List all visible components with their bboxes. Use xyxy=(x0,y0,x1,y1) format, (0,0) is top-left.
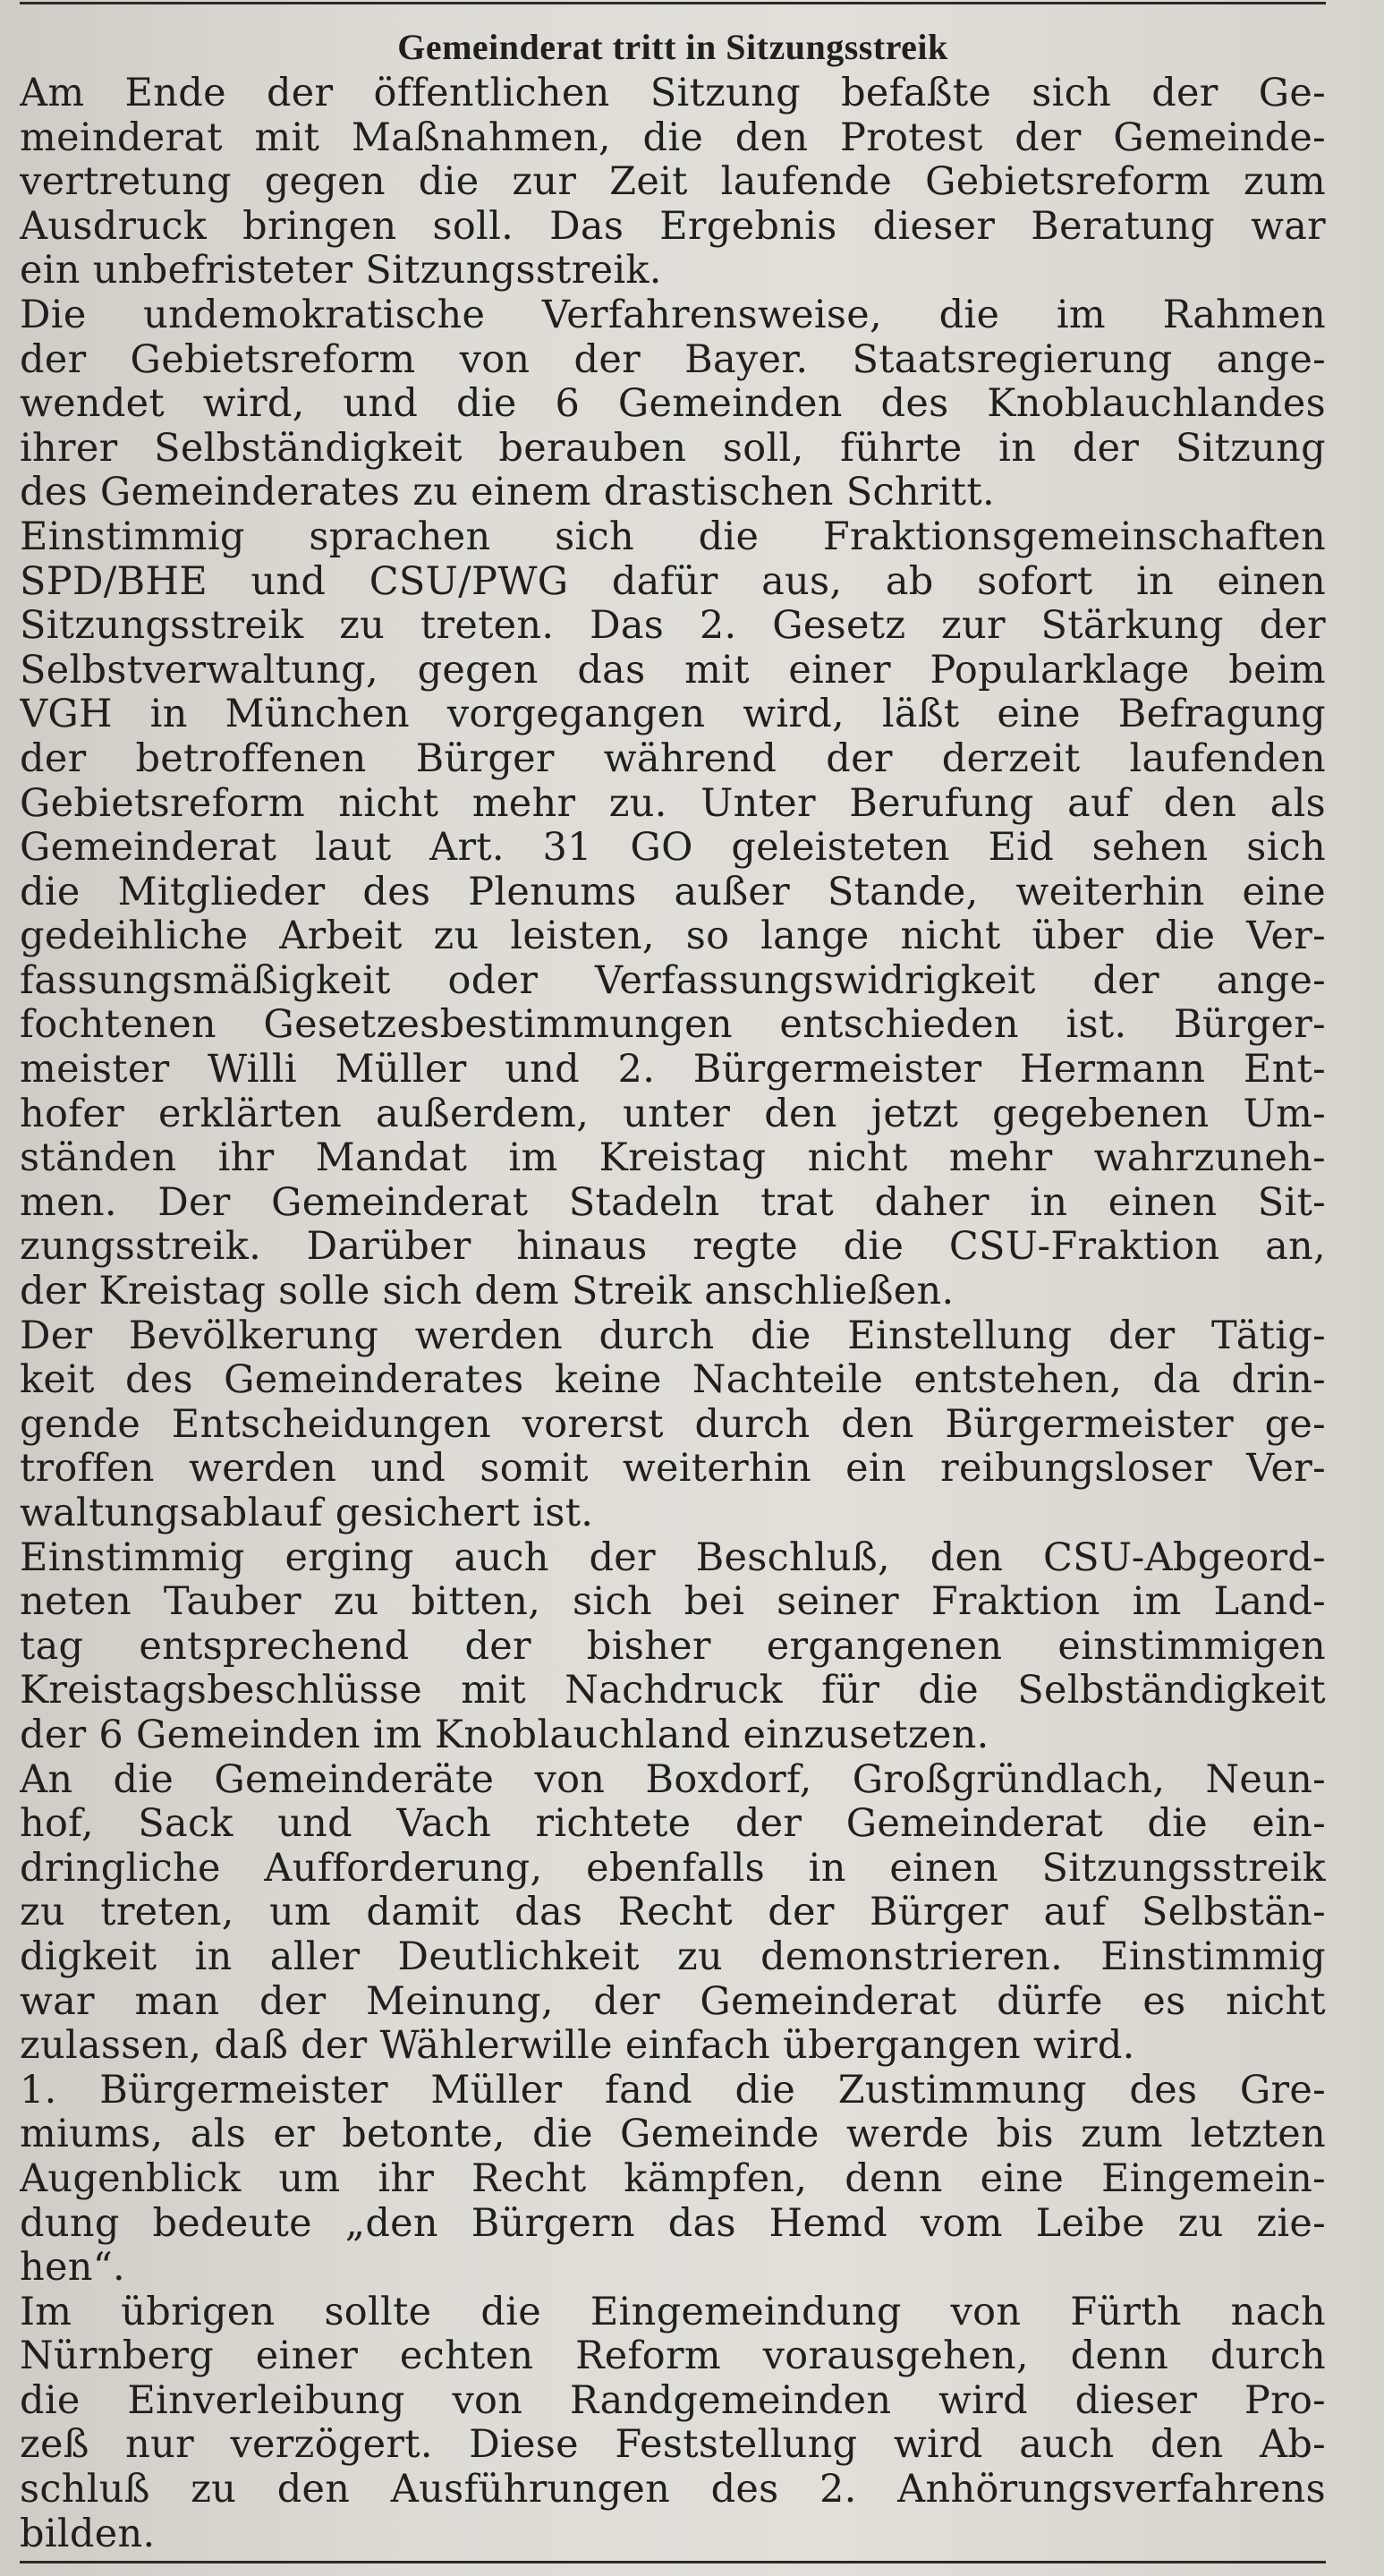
text-line: fassungsmäßigkeit oder Verfassungswidrigkeit der ange- xyxy=(20,958,1326,1003)
text-line: ihrer Selbständigkeit berauben soll, führte in der Sitzung xyxy=(20,426,1326,471)
text-line: des Gemeinderates zu einem drastischen Schritt. xyxy=(20,471,995,515)
text-line: Ausdruck bringen soll. Das Ergebnis dieser Beratung war xyxy=(20,204,1326,249)
article-paragraph xyxy=(20,515,1326,1314)
text-line: An die Gemeinderäte von Boxdorf, Großgründlach, Neun- xyxy=(20,1757,1326,1802)
text-line: digkeit in aller Deutlichkeit zu demonstrieren. Einstimmig xyxy=(20,1934,1326,1979)
article-paragraph xyxy=(20,2291,1326,2557)
article-paragraph xyxy=(20,2069,1326,2291)
text-line: zeß nur verzögert. Diese Feststellung wird auch den Ab- xyxy=(20,2423,1326,2468)
text-line: dringliche Aufforderung, ebenfalls in einen Sitzungsstreik xyxy=(20,1846,1326,1891)
text-line: wendet wird, und die 6 Gemeinden des Knoblauchlandes xyxy=(20,382,1326,427)
text-line: hof, Sack und Vach richtete der Gemeinderat die ein- xyxy=(20,1802,1326,1847)
text-line: die Einverleibung von Randgemeinden wird dieser Pro- xyxy=(20,2378,1326,2423)
text-line: Kreistagsbeschlüsse mit Nachdruck für die Selbständigkeit xyxy=(20,1669,1326,1713)
text-line: ein unbefristeter Sitzungsstreik. xyxy=(20,249,662,293)
text-line: war man der Meinung, der Gemeinderat dürfe es nicht xyxy=(20,1979,1326,2024)
text-line: fochtenen Gesetzesbestimmungen entschieden ist. Bürger- xyxy=(20,1003,1326,1048)
newspaper-clipping xyxy=(20,0,1326,2576)
article-paragraph xyxy=(20,1314,1326,1536)
text-line: Die undemokratische Verfahrensweise, die im Rahmen xyxy=(20,293,1326,337)
text-line: tag entsprechend der bisher ergangenen einstimmigen xyxy=(20,1624,1326,1669)
text-line: gedeihliche Arbeit zu leisten, so lange nicht über die Ver- xyxy=(20,914,1326,959)
article-paragraph xyxy=(20,72,1326,293)
text-line: der Kreistag solle sich dem Streik anschließen. xyxy=(20,1270,955,1314)
text-line: Am Ende der öffentlichen Sitzung befaßte sich der Ge- xyxy=(20,72,1326,115)
article-paragraph xyxy=(20,1536,1326,1758)
text-line: men. Der Gemeinderat Stadeln trat daher in einen Sit- xyxy=(20,1180,1326,1225)
text-line: Der Bevölkerung werden durch die Einstellung der Tätig- xyxy=(20,1314,1326,1358)
text-line: 1. Bürgermeister Müller fand die Zustimmung des Gre- xyxy=(20,2068,1326,2113)
text-line: meister Willi Müller und 2. Bürgermeister Hermann Ent- xyxy=(20,1048,1326,1092)
text-line: hen“. xyxy=(20,2246,125,2291)
text-line: waltungsablauf gesichert ist. xyxy=(20,1492,594,1535)
text-line: der 6 Gemeinden im Knoblauchland einzusetzen. xyxy=(20,1713,989,1757)
text-line: gende Entscheidungen vorerst durch den Bürgermeister ge- xyxy=(20,1402,1326,1447)
text-line: miums, als er betonte, die Gemeinde werde bis zum letzten xyxy=(20,2113,1326,2157)
bottom-rule xyxy=(20,2561,1326,2563)
text-line: der betroffenen Bürger während der derzeit laufenden xyxy=(20,736,1326,781)
text-line: Gemeinderat laut Art. 31 GO geleisteten Eid sehen sich xyxy=(20,826,1326,871)
text-line: Augenblick um ihr Recht kämpfen, denn eine Eingemein- xyxy=(20,2156,1326,2201)
text-line: SPD/BHE und CSU/PWG dafür aus, ab sofort in einen xyxy=(20,559,1326,604)
text-line: ständen ihr Mandat im Kreistag nicht mehr wahrzuneh- xyxy=(20,1136,1326,1181)
text-line: neten Tauber zu bitten, sich bei seiner Fraktion im Land- xyxy=(20,1580,1326,1625)
article-body xyxy=(20,72,1326,2556)
text-line: zulassen, daß der Wählerwille einfach übergangen wird. xyxy=(20,2024,1135,2069)
text-line: Sitzungsstreik zu treten. Das 2. Gesetz zur Stärkung der xyxy=(20,604,1326,649)
text-line: VGH in München vorgegangen wird, läßt eine Befragung xyxy=(20,693,1326,737)
text-line: Einstimmig sprachen sich die Fraktionsgemeinschaften xyxy=(20,514,1326,559)
text-line: Selbstverwaltung, gegen das mit einer Popularklage beim xyxy=(20,648,1326,693)
article-paragraph xyxy=(20,293,1326,515)
text-line: bilden. xyxy=(20,2512,156,2556)
text-line: Einstimmig erging auch der Beschluß, den CSU-Abgeord- xyxy=(20,1535,1326,1580)
article-headline: Gemeinderat tritt in Sitzungsstreik xyxy=(397,27,948,67)
text-line: meinderat mit Maßnahmen, die den Protest der Gemeinde- xyxy=(20,115,1326,160)
text-line: keit des Gemeinderates keine Nachteile entstehen, da drin- xyxy=(20,1358,1326,1403)
text-line: hofer erklärten außerdem, unter den jetzt gegebenen Um- xyxy=(20,1092,1326,1136)
text-line: Nürnberg einer echten Reform vorausgehen, denn durch xyxy=(20,2334,1326,2379)
article-paragraph xyxy=(20,1758,1326,2069)
text-line: schluß zu den Ausführungen des 2. Anhörungsverfahrens xyxy=(20,2468,1326,2512)
text-line: zu treten, um damit das Recht der Bürger auf Selbstän- xyxy=(20,1891,1326,1935)
text-line: der Gebietsreform von der Bayer. Staatsregierung ange- xyxy=(20,337,1326,382)
text-line: dung bedeute „den Bürgern das Hemd vom Leibe zu zie- xyxy=(20,2201,1326,2246)
text-line: troffen werden und somit weiterhin ein reibungsloser Ver- xyxy=(20,1447,1326,1492)
top-rule xyxy=(20,2,1326,4)
text-line: Gebietsreform nicht mehr zu. Unter Berufung auf den als xyxy=(20,781,1326,826)
text-line: Im übrigen sollte die Eingemeindung von Fürth nach xyxy=(20,2290,1326,2334)
text-line: vertretung gegen die zur Zeit laufende Gebietsreform zum xyxy=(20,160,1326,205)
text-line: zungsstreik. Darüber hinaus regte die CSU-Fraktion an, xyxy=(20,1225,1326,1270)
text-line: die Mitglieder des Plenums außer Stande, weiterhin eine xyxy=(20,870,1326,914)
